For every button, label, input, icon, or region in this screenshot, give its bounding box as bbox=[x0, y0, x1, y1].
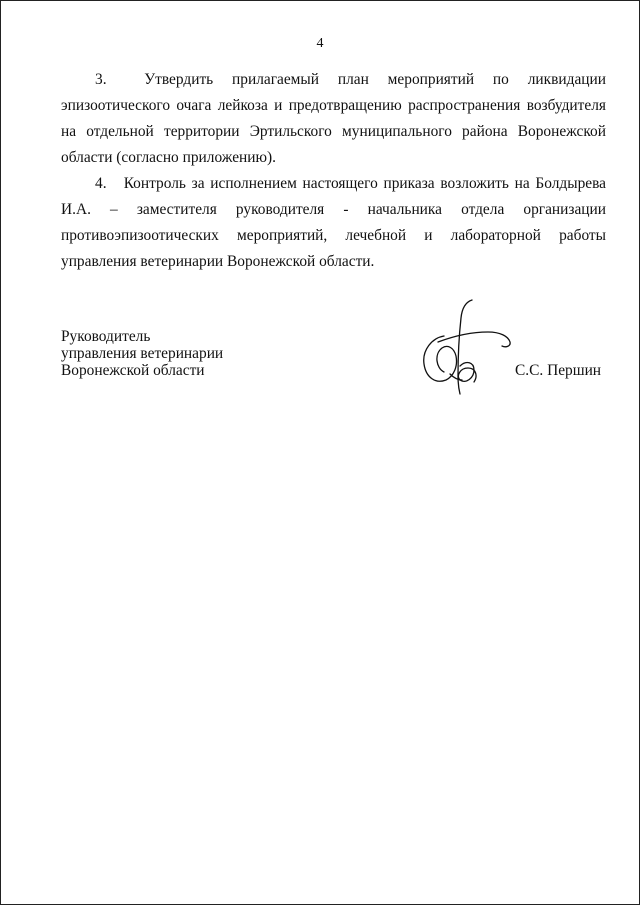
paragraph-3-text: Утвердить прилагаемый план мероприятий по ликвидации эпизоотического очага лейкоза и предотвращению распространения возбудителя на отдельной территории Эртильского муниципального района Воронежской области (согласно приложению). bbox=[61, 71, 606, 166]
paragraph-3-number: 3. bbox=[95, 71, 107, 88]
position-line-2: управления ветеринарии bbox=[61, 345, 224, 362]
paragraph-4-text: Контроль за исполнением настоящего приказа возложить на Болдырева И.А. – заместителя руководителя - начальника отдела организации противоэпизоотических мероприятий, лечебной и лабораторной работы управления ветеринарии Воронежской области. bbox=[61, 175, 606, 270]
paragraph-3 bbox=[61, 67, 606, 171]
position-line-1: Руководитель bbox=[61, 328, 151, 345]
signer-name: С.С. Першин bbox=[515, 362, 602, 379]
paragraph-4 bbox=[61, 171, 606, 275]
position-line-3: Воронежской области bbox=[61, 362, 205, 379]
paragraph-4-number: 4. bbox=[95, 175, 107, 192]
signatory-position bbox=[61, 328, 223, 379]
page-number: 4 bbox=[316, 36, 324, 51]
handwritten-signature bbox=[414, 296, 514, 398]
